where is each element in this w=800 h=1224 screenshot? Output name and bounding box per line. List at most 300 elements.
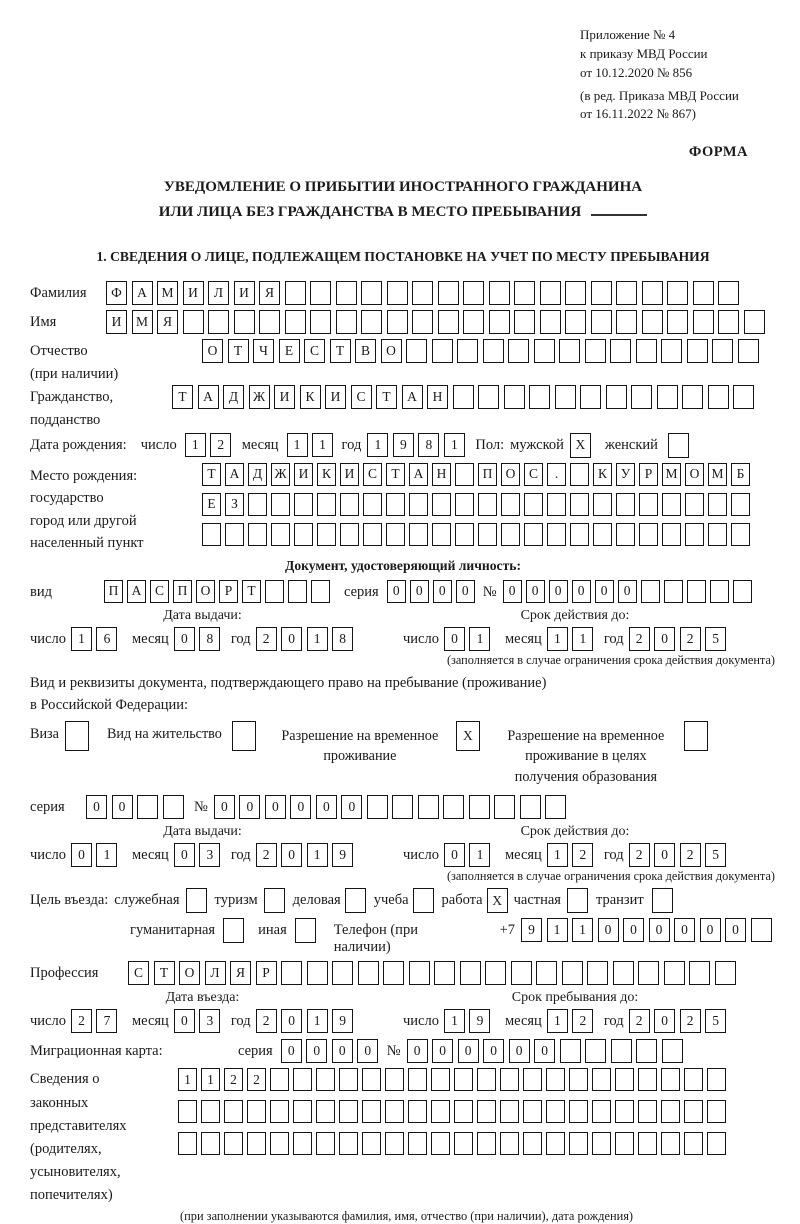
char-cell[interactable]: Д [223,385,244,409]
char-cell[interactable] [642,281,663,305]
char-cell[interactable] [477,1132,496,1155]
char-cell[interactable] [483,339,504,363]
char-cell[interactable] [684,1068,703,1091]
char-cell[interactable] [570,493,589,516]
char-cell[interactable] [431,1100,450,1123]
char-cell[interactable]: 1 [367,433,388,457]
char-cell[interactable] [336,281,357,305]
char-cell[interactable] [638,1068,657,1091]
char-cell[interactable]: 0 [174,843,195,867]
char-cell[interactable]: 2 [629,627,650,651]
char-cell[interactable]: 1 [178,1068,197,1091]
char-cell[interactable]: 0 [456,580,475,603]
char-cell[interactable] [662,493,681,516]
char-cell[interactable]: В [355,339,376,363]
char-cell[interactable]: 9 [332,843,353,867]
char-cell[interactable]: М [708,463,727,486]
char-cell[interactable] [546,1068,565,1091]
char-cell[interactable] [693,281,714,305]
char-cell[interactable] [178,1132,197,1155]
visa-checkbox[interactable] [65,721,89,751]
char-cell[interactable] [718,310,739,334]
char-cell[interactable] [664,580,683,603]
char-cell[interactable]: 0 [357,1039,378,1063]
char-cell[interactable]: М [662,463,681,486]
char-cell[interactable] [565,310,586,334]
char-cell[interactable] [687,580,706,603]
char-cell[interactable]: Ф [106,281,127,305]
char-cell[interactable] [662,1039,683,1063]
char-cell[interactable]: 6 [96,627,117,651]
char-cell[interactable] [731,493,750,516]
char-cell[interactable]: И [294,463,313,486]
char-cell[interactable] [504,385,525,409]
char-cell[interactable]: 1 [287,433,308,457]
char-cell[interactable] [738,339,759,363]
char-cell[interactable] [431,1132,450,1155]
char-cell[interactable] [508,339,529,363]
char-cell[interactable]: 1 [572,918,593,942]
char-cell[interactable] [234,310,255,334]
char-cell[interactable] [271,493,290,516]
char-cell[interactable] [715,961,736,985]
char-cell[interactable] [294,493,313,516]
char-cell[interactable] [432,523,451,546]
char-cell[interactable] [712,339,733,363]
char-cell[interactable] [636,339,657,363]
char-cell[interactable]: 1 [572,627,593,651]
char-cell[interactable]: 2 [680,1009,701,1033]
char-cell[interactable]: 2 [629,1009,650,1033]
char-cell[interactable]: 9 [393,433,414,457]
char-cell[interactable]: 1 [307,843,328,867]
char-cell[interactable]: 0 [674,918,695,942]
char-cell[interactable] [294,523,313,546]
char-cell[interactable]: 0 [316,795,337,819]
char-cell[interactable]: М [132,310,153,334]
char-cell[interactable] [408,1068,427,1091]
char-cell[interactable]: 0 [654,627,675,651]
char-cell[interactable]: 0 [214,795,235,819]
char-cell[interactable]: А [409,463,428,486]
char-cell[interactable] [708,523,727,546]
char-cell[interactable] [501,493,520,516]
char-cell[interactable] [248,493,267,516]
char-cell[interactable] [362,1068,381,1091]
char-cell[interactable] [661,1068,680,1091]
char-cell[interactable] [562,961,583,985]
char-cell[interactable]: 0 [700,918,721,942]
char-cell[interactable] [339,1132,358,1155]
char-cell[interactable] [524,493,543,516]
char-cell[interactable] [540,310,561,334]
purpose-other-checkbox[interactable] [295,918,316,943]
char-cell[interactable]: 5 [705,1009,726,1033]
char-cell[interactable] [664,961,685,985]
char-cell[interactable] [611,1039,632,1063]
char-cell[interactable]: 2 [256,627,277,651]
char-cell[interactable] [387,310,408,334]
char-cell[interactable] [547,523,566,546]
char-cell[interactable]: А [225,463,244,486]
char-cell[interactable] [316,1100,335,1123]
char-cell[interactable] [685,523,704,546]
char-cell[interactable]: 0 [483,1039,504,1063]
char-cell[interactable]: С [304,339,325,363]
char-cell[interactable]: 0 [649,918,670,942]
char-cell[interactable]: Т [228,339,249,363]
char-cell[interactable]: 0 [432,1039,453,1063]
char-cell[interactable] [432,493,451,516]
char-cell[interactable]: Т [386,463,405,486]
char-cell[interactable] [361,310,382,334]
char-cell[interactable]: К [300,385,321,409]
char-cell[interactable]: 1 [469,627,490,651]
char-cell[interactable] [163,795,184,819]
char-cell[interactable]: П [173,580,192,603]
char-cell[interactable] [361,281,382,305]
char-cell[interactable]: 7 [96,1009,117,1033]
char-cell[interactable]: Н [427,385,448,409]
char-cell[interactable]: 1 [201,1068,220,1091]
purpose-business-checkbox[interactable] [345,888,366,913]
purpose-study-checkbox[interactable] [413,888,434,913]
char-cell[interactable] [477,1100,496,1123]
char-cell[interactable] [367,795,388,819]
char-cell[interactable]: 0 [654,843,675,867]
char-cell[interactable] [307,961,328,985]
char-cell[interactable]: 5 [705,627,726,651]
char-cell[interactable] [616,310,637,334]
char-cell[interactable]: 2 [247,1068,266,1091]
char-cell[interactable]: 1 [185,433,206,457]
char-cell[interactable] [569,1068,588,1091]
char-cell[interactable] [592,1068,611,1091]
char-cell[interactable]: 1 [547,627,568,651]
char-cell[interactable]: 2 [210,433,231,457]
char-cell[interactable]: 5 [705,843,726,867]
char-cell[interactable]: Л [205,961,226,985]
char-cell[interactable]: 2 [680,843,701,867]
char-cell[interactable] [383,961,404,985]
char-cell[interactable] [247,1100,266,1123]
char-cell[interactable] [265,580,284,603]
char-cell[interactable]: 1 [312,433,333,457]
char-cell[interactable]: 2 [680,627,701,651]
purpose-transit-checkbox[interactable] [652,888,673,913]
char-cell[interactable] [201,1100,220,1123]
char-cell[interactable] [409,961,430,985]
char-cell[interactable] [684,1132,703,1155]
char-cell[interactable] [560,1039,581,1063]
char-cell[interactable]: 1 [547,1009,568,1033]
char-cell[interactable]: 0 [387,580,406,603]
char-cell[interactable] [545,795,566,819]
char-cell[interactable] [408,1100,427,1123]
char-cell[interactable] [438,310,459,334]
char-cell[interactable] [317,523,336,546]
gender-female-checkbox[interactable] [668,433,689,458]
char-cell[interactable] [316,1068,335,1091]
char-cell[interactable]: А [127,580,146,603]
purpose-tourism-checkbox[interactable] [264,888,285,913]
char-cell[interactable] [667,310,688,334]
char-cell[interactable]: 8 [199,627,220,651]
char-cell[interactable]: 2 [572,1009,593,1033]
char-cell[interactable] [224,1100,243,1123]
char-cell[interactable] [463,310,484,334]
char-cell[interactable]: Т [154,961,175,985]
char-cell[interactable] [523,1132,542,1155]
char-cell[interactable] [387,281,408,305]
temp-residence-checkbox[interactable]: X [456,721,480,751]
char-cell[interactable] [317,493,336,516]
purpose-humanitarian-checkbox[interactable] [223,918,244,943]
char-cell[interactable]: 0 [341,795,362,819]
char-cell[interactable]: Е [279,339,300,363]
char-cell[interactable]: И [274,385,295,409]
char-cell[interactable]: Т [242,580,261,603]
char-cell[interactable] [616,523,635,546]
char-cell[interactable]: З [225,493,244,516]
char-cell[interactable] [662,523,681,546]
char-cell[interactable] [281,961,302,985]
char-cell[interactable]: Я [230,961,251,985]
char-cell[interactable] [682,385,703,409]
char-cell[interactable]: 1 [307,1009,328,1033]
char-cell[interactable]: 9 [469,1009,490,1033]
char-cell[interactable]: Н [432,463,451,486]
char-cell[interactable] [687,339,708,363]
char-cell[interactable] [392,795,413,819]
char-cell[interactable] [362,1132,381,1155]
edu-residence-checkbox[interactable] [684,721,708,751]
char-cell[interactable] [585,339,606,363]
char-cell[interactable]: 1 [547,918,568,942]
char-cell[interactable] [201,1132,220,1155]
char-cell[interactable]: 8 [332,627,353,651]
char-cell[interactable] [202,523,221,546]
char-cell[interactable] [642,310,663,334]
char-cell[interactable] [339,1100,358,1123]
char-cell[interactable] [693,310,714,334]
char-cell[interactable]: С [150,580,169,603]
char-cell[interactable]: Т [172,385,193,409]
char-cell[interactable] [540,281,561,305]
char-cell[interactable]: 8 [418,433,439,457]
char-cell[interactable] [453,385,474,409]
char-cell[interactable] [386,493,405,516]
char-cell[interactable]: И [340,463,359,486]
char-cell[interactable] [443,795,464,819]
char-cell[interactable] [412,310,433,334]
char-cell[interactable]: 0 [71,843,92,867]
char-cell[interactable]: 0 [444,627,465,651]
char-cell[interactable]: 0 [410,580,429,603]
char-cell[interactable]: 0 [407,1039,428,1063]
char-cell[interactable] [524,523,543,546]
char-cell[interactable]: 0 [549,580,568,603]
char-cell[interactable]: О [685,463,704,486]
char-cell[interactable]: С [351,385,372,409]
char-cell[interactable] [661,1132,680,1155]
char-cell[interactable] [733,580,752,603]
char-cell[interactable]: 0 [112,795,133,819]
char-cell[interactable] [565,281,586,305]
char-cell[interactable] [585,1039,606,1063]
char-cell[interactable]: К [317,463,336,486]
char-cell[interactable]: О [179,961,200,985]
char-cell[interactable] [412,281,433,305]
char-cell[interactable] [707,1100,726,1123]
char-cell[interactable] [311,580,330,603]
char-cell[interactable]: Ж [249,385,270,409]
char-cell[interactable]: 0 [572,580,591,603]
char-cell[interactable] [546,1100,565,1123]
char-cell[interactable]: 0 [654,1009,675,1033]
char-cell[interactable] [685,493,704,516]
char-cell[interactable] [178,1100,197,1123]
char-cell[interactable] [587,961,608,985]
char-cell[interactable]: М [157,281,178,305]
char-cell[interactable] [270,1100,289,1123]
char-cell[interactable] [455,523,474,546]
char-cell[interactable] [638,1132,657,1155]
char-cell[interactable] [455,493,474,516]
char-cell[interactable] [385,1100,404,1123]
char-cell[interactable] [593,493,612,516]
char-cell[interactable] [593,523,612,546]
char-cell[interactable]: 0 [725,918,746,942]
char-cell[interactable] [684,1100,703,1123]
char-cell[interactable] [638,1100,657,1123]
char-cell[interactable]: С [128,961,149,985]
char-cell[interactable]: 1 [444,433,465,457]
char-cell[interactable] [434,961,455,985]
char-cell[interactable]: 0 [618,580,637,603]
char-cell[interactable] [615,1132,634,1155]
char-cell[interactable] [520,795,541,819]
char-cell[interactable]: Т [202,463,221,486]
char-cell[interactable] [478,523,497,546]
purpose-work-checkbox[interactable]: X [487,888,508,913]
char-cell[interactable] [463,281,484,305]
char-cell[interactable]: Л [208,281,229,305]
char-cell[interactable] [454,1068,473,1091]
char-cell[interactable]: . [547,463,566,486]
char-cell[interactable]: 9 [521,918,542,942]
char-cell[interactable]: И [325,385,346,409]
char-cell[interactable]: 2 [256,1009,277,1033]
char-cell[interactable]: И [106,310,127,334]
char-cell[interactable] [638,961,659,985]
char-cell[interactable]: 0 [503,580,522,603]
char-cell[interactable] [529,385,550,409]
char-cell[interactable] [657,385,678,409]
purpose-official-checkbox[interactable] [186,888,207,913]
char-cell[interactable]: И [183,281,204,305]
char-cell[interactable]: 1 [71,627,92,651]
char-cell[interactable]: О [381,339,402,363]
char-cell[interactable] [137,795,158,819]
char-cell[interactable] [385,1132,404,1155]
char-cell[interactable] [615,1068,634,1091]
char-cell[interactable] [661,1100,680,1123]
char-cell[interactable]: 0 [174,1009,195,1033]
char-cell[interactable]: Т [376,385,397,409]
char-cell[interactable] [478,385,499,409]
char-cell[interactable]: А [198,385,219,409]
char-cell[interactable] [744,310,765,334]
char-cell[interactable] [616,493,635,516]
char-cell[interactable]: 0 [598,918,619,942]
char-cell[interactable] [409,493,428,516]
char-cell[interactable]: С [524,463,543,486]
char-cell[interactable] [610,339,631,363]
char-cell[interactable]: 9 [332,1009,353,1033]
char-cell[interactable] [569,1132,588,1155]
char-cell[interactable]: 1 [469,843,490,867]
char-cell[interactable]: 0 [86,795,107,819]
char-cell[interactable]: Т [330,339,351,363]
char-cell[interactable]: Р [639,463,658,486]
char-cell[interactable]: 0 [265,795,286,819]
char-cell[interactable]: Е [202,493,221,516]
char-cell[interactable]: С [363,463,382,486]
char-cell[interactable]: 1 [547,843,568,867]
char-cell[interactable]: 0 [534,1039,555,1063]
char-cell[interactable]: 3 [199,843,220,867]
char-cell[interactable] [385,1068,404,1091]
char-cell[interactable] [340,523,359,546]
char-cell[interactable] [667,281,688,305]
char-cell[interactable] [710,580,729,603]
char-cell[interactable] [363,523,382,546]
char-cell[interactable]: И [234,281,255,305]
char-cell[interactable] [555,385,576,409]
char-cell[interactable]: Р [256,961,277,985]
char-cell[interactable] [248,523,267,546]
char-cell[interactable]: 1 [307,627,328,651]
char-cell[interactable]: 0 [281,843,302,867]
char-cell[interactable] [489,281,510,305]
char-cell[interactable] [591,310,612,334]
char-cell[interactable] [340,493,359,516]
char-cell[interactable] [534,339,555,363]
char-cell[interactable] [339,1068,358,1091]
char-cell[interactable] [661,339,682,363]
char-cell[interactable] [580,385,601,409]
char-cell[interactable] [615,1100,634,1123]
char-cell[interactable] [547,493,566,516]
char-cell[interactable] [438,281,459,305]
char-cell[interactable] [332,961,353,985]
char-cell[interactable]: О [202,339,223,363]
char-cell[interactable] [247,1132,266,1155]
char-cell[interactable] [310,310,331,334]
char-cell[interactable] [606,385,627,409]
char-cell[interactable] [708,385,729,409]
char-cell[interactable] [514,281,535,305]
char-cell[interactable] [641,580,660,603]
char-cell[interactable] [494,795,515,819]
char-cell[interactable] [536,961,557,985]
char-cell[interactable]: 0 [281,627,302,651]
char-cell[interactable] [591,281,612,305]
char-cell[interactable] [485,961,506,985]
char-cell[interactable] [592,1100,611,1123]
char-cell[interactable] [362,1100,381,1123]
